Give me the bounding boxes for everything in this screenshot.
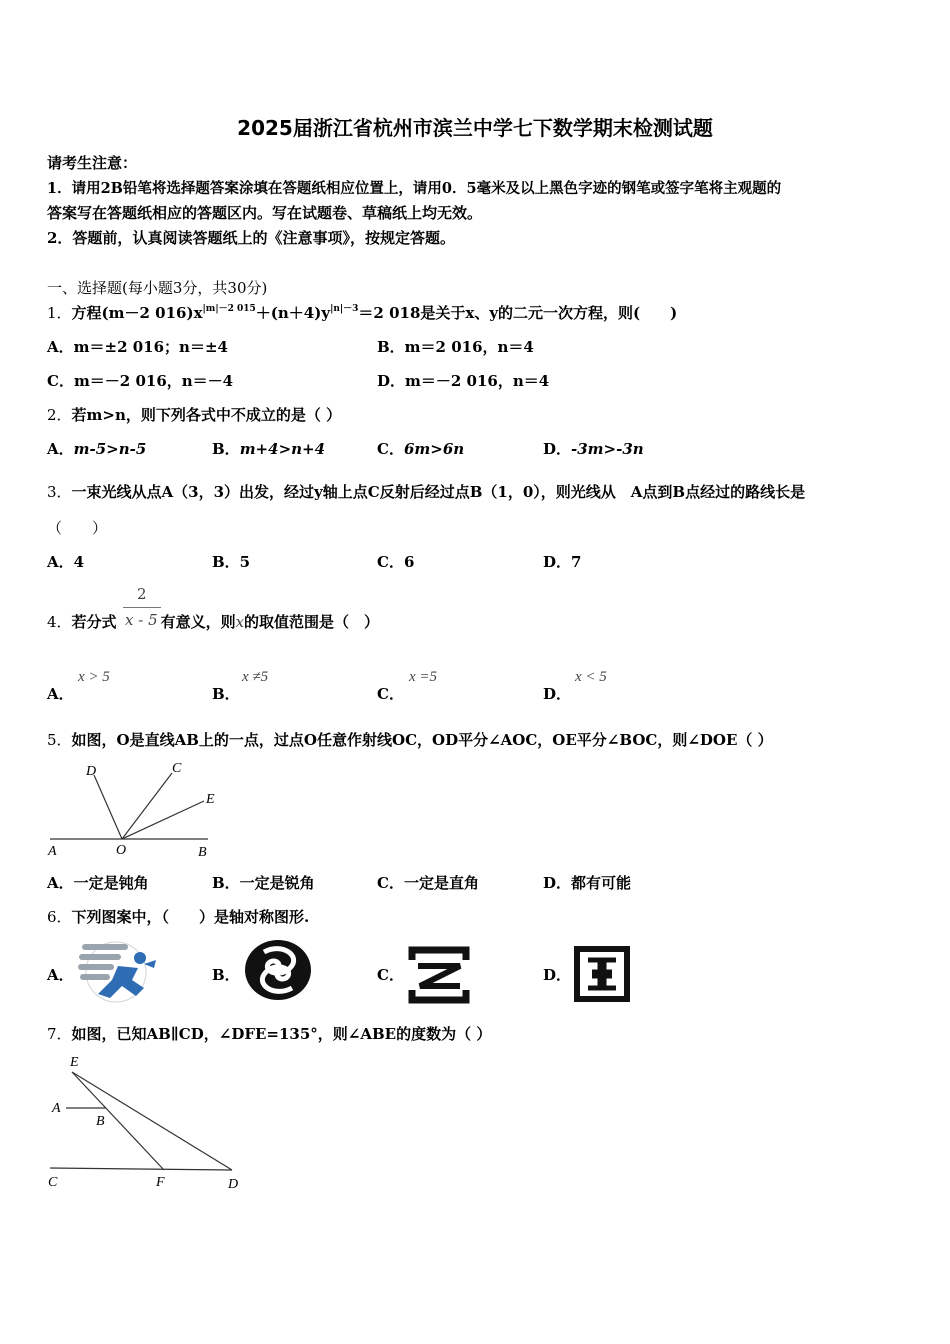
q2-b-label: B． [212, 440, 240, 458]
q7-label-b: B [96, 1114, 105, 1129]
q1-part-1: 方程(m－2 016)x [71, 304, 203, 322]
notice-heading: 请考生注意： [47, 154, 138, 172]
q6-zigzag-symbol-icon [408, 946, 470, 1004]
q3-number: 3． [47, 483, 72, 501]
q1-option-d[interactable]: D．m＝－2 016，n＝4 [377, 372, 550, 390]
q2-a-label: A． [47, 440, 74, 458]
q5-label-d: D [86, 764, 97, 779]
section-heading: 一、选择题(每小题3分，共30分) [47, 279, 268, 297]
question-4 [47, 611, 379, 632]
q5-option-d[interactable]: D．都有可能 [543, 874, 632, 892]
question-7 [47, 1023, 491, 1044]
q2-option-a[interactable] [47, 438, 146, 459]
q1-option-b[interactable]: B．m＝2 016，n＝4 [377, 338, 534, 356]
q6-option-c-label[interactable]: C． [377, 966, 404, 984]
q5-ray-oc [122, 773, 172, 839]
q4-option-b-expr: x ≠5 [242, 669, 269, 685]
question-6 [47, 906, 309, 927]
q5-label-e: E [206, 792, 215, 807]
q4-post: 有意义，则 [160, 613, 236, 631]
q5-label-b: B [198, 845, 207, 860]
question-3 [47, 481, 805, 502]
q6-option-a-label[interactable]: A． [47, 966, 74, 984]
q4-fraction-bar [123, 607, 161, 608]
q7-figure [44, 1050, 244, 1196]
q5-ray-oe [122, 801, 204, 839]
q2-c-label: C． [377, 440, 404, 458]
notice-line-1: 1．请用2B铅笔将选择题答案涂填在答题纸相应位置上，请用0．5毫米及以上黑色字迹的钢笔或签字笔将主观题的 [47, 180, 782, 197]
q5-figure [44, 757, 224, 861]
notice-line-3: 2．答题前，认真阅读答题纸上的《注意事项》，按规定答题。 [47, 229, 455, 247]
q3-paren: （ ） [47, 519, 108, 537]
q4-option-a-label[interactable]: A． [47, 685, 74, 703]
q6-text: 下列图案中，（ ）是轴对称图形. [71, 908, 310, 926]
question-5 [47, 729, 773, 750]
q4-var: x [235, 613, 245, 631]
q7-label-e: E [70, 1055, 79, 1070]
q7-label-c: C [48, 1175, 58, 1190]
q2-d-label: D． [543, 440, 572, 458]
q2-a-expr: m-5>n-5 [73, 440, 147, 458]
q7-line-cd [50, 1168, 232, 1170]
q2-b-expr: m+4>n+4 [239, 440, 326, 458]
q1-option-c[interactable]: C．m＝－2 016，n＝－4 [47, 372, 234, 390]
q1-exponent-2: |n|－3 [330, 304, 359, 314]
q2-d-expr: -3m>-3n [571, 440, 644, 458]
q3-text: 一束光线从点A（3，3）出发，经过y轴上点C反射后经过点B（1，0），则光线从 A点到B点经过的路线长是 [71, 483, 806, 501]
q4-pre: 若分式 [71, 613, 117, 631]
q3-option-b[interactable]: B．5 [212, 553, 251, 571]
q4-option-a-expr: x > 5 [78, 669, 110, 685]
notice-line-2: 答案写在答题纸相应的答题区内。写在试题卷、草稿纸上均无效。 [47, 204, 483, 222]
q6-number: 6． [47, 908, 72, 926]
q6-runner-logo-icon [74, 936, 160, 1006]
q7-label-d: D [228, 1177, 239, 1192]
q1-exponent-1: |m|－2 015 [202, 304, 256, 314]
q6-fret-pattern-icon [574, 946, 630, 1002]
q4-option-d-expr: x < 5 [575, 669, 607, 685]
q2-c-expr: 6m>6n [403, 440, 465, 458]
q6-option-b-label[interactable]: B． [212, 966, 240, 984]
q4-post2: 的取值范围是（ ） [244, 613, 380, 631]
q5-label-a: A [48, 844, 57, 859]
q5-ray-od [94, 775, 122, 839]
q5-option-b[interactable]: B．一定是锐角 [212, 874, 315, 892]
q1-option-a[interactable]: A．m＝±2 016；n＝±4 [47, 338, 228, 356]
question-2 [47, 404, 341, 425]
q6-option-d-label[interactable]: D． [543, 966, 572, 984]
q4-fraction-numerator: 2 [137, 585, 147, 603]
q4-option-b-label[interactable]: B． [212, 685, 240, 703]
question-1 [47, 302, 677, 323]
q6-swirl-emblem-icon [242, 938, 314, 1002]
q5-option-c[interactable]: C．一定是直角 [377, 874, 479, 892]
q2-option-d[interactable] [543, 438, 644, 459]
q4-option-c-label[interactable]: C． [377, 685, 404, 703]
q7-text: 如图，已知AB∥CD，∠DFE=135°，则∠ABE的度数为（ ） [71, 1025, 492, 1043]
q4-fraction-denominator: x - 5 [125, 611, 158, 629]
q2-number: 2． [47, 406, 72, 424]
q5-text: 如图，O是直线AB上的一点，过点O任意作射线OC，OD平分∠AOC，OE平分∠BOC，则∠DOE（ ） [71, 731, 773, 749]
q5-label-o: O [116, 843, 127, 858]
q7-label-a: A [52, 1101, 61, 1116]
q5-option-a[interactable]: A．一定是钝角 [47, 874, 149, 892]
q3-option-c[interactable]: C．6 [377, 553, 415, 571]
q1-part-2: ＋(n＋4)y [255, 304, 331, 322]
q3-option-a[interactable]: A．4 [47, 553, 85, 571]
q5-number: 5． [47, 731, 72, 749]
q7-line-ef [72, 1072, 164, 1170]
q3-option-d[interactable]: D．7 [543, 553, 582, 571]
q7-label-f: F [156, 1175, 165, 1190]
q4-option-d-label[interactable]: D． [543, 685, 572, 703]
q4-option-c-expr: x =5 [409, 669, 438, 685]
page-title: 2025届浙江省杭州市滨兰中学七下数学期末检测试题 [237, 116, 713, 140]
q5-label-c: C [172, 761, 182, 776]
q1-part-3: ＝2 018是关于x、y的二元一次方程，则( ) [358, 304, 678, 322]
q1-number: 1． [47, 304, 72, 322]
q7-number: 7． [47, 1025, 72, 1043]
q2-option-c[interactable] [377, 438, 464, 459]
q4-number: 4． [47, 613, 72, 631]
q2-text: 若m>n，则下列各式中不成立的是（ ） [71, 406, 342, 424]
q2-option-b[interactable] [212, 438, 325, 459]
